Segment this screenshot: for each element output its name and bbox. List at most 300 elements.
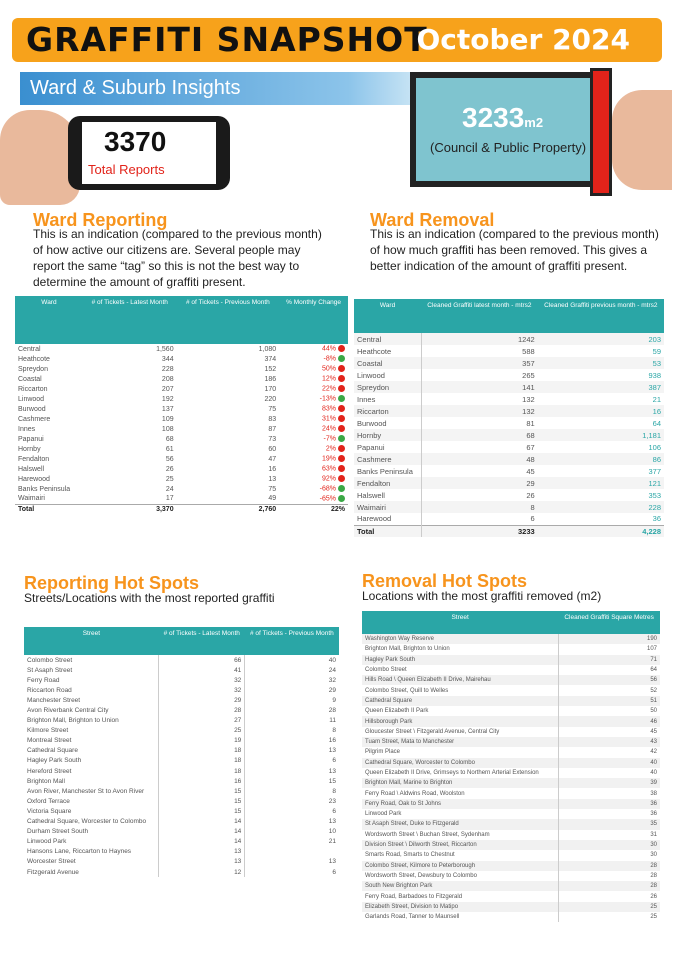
previous-tickets: 49 [268, 495, 277, 503]
table-row [362, 655, 660, 665]
street-name: Colombo Street [365, 667, 407, 674]
status-dot-icon [338, 435, 345, 442]
cleaned-latest: 81 [421, 417, 538, 429]
table-row [354, 477, 664, 489]
ward-name: Fendalton [354, 477, 421, 489]
area-label: (Council & Public Property) [430, 140, 587, 155]
table-row [362, 788, 660, 798]
previous-tickets: 1,080 [258, 345, 277, 353]
ward-name: Papanui [18, 435, 44, 443]
table-row [15, 454, 348, 464]
total-row [15, 504, 348, 514]
cleaned-square-metres: 38 [558, 788, 660, 798]
table-row [362, 727, 660, 737]
table-row [24, 726, 339, 736]
cleaned-square-metres: 56 [558, 675, 660, 685]
table-row [362, 706, 660, 716]
street-name: Elizabeth Street, Division to Matipo [362, 902, 558, 912]
status-dot-icon [338, 485, 345, 492]
ward-removal-table [354, 299, 664, 537]
total-latest: 3233 [421, 525, 538, 537]
cleaned-square-metres: 40 [558, 768, 660, 778]
latest-tickets: 1,560 [156, 345, 174, 353]
reporting-hotspots-table [24, 627, 339, 877]
latest-tickets: 41 [159, 665, 245, 675]
table-row [362, 768, 660, 778]
section-banner [20, 72, 430, 105]
monthly-change-value: 24% [321, 425, 336, 433]
previous-tickets: 21 [245, 837, 339, 847]
latest-tickets: 109 [161, 415, 174, 423]
ward-name: Halswell [18, 465, 45, 473]
table-row [362, 737, 660, 747]
table-row [362, 758, 660, 768]
table-row [24, 675, 339, 685]
ward-reporting-column-header: # of Tickets - Previous Month [177, 296, 280, 344]
ward-name: Spreydon [18, 365, 48, 373]
table-row [362, 861, 660, 871]
cleaned-previous: 59 [652, 346, 661, 356]
ward-removal-column-header: Cleaned Graffiti previous month - mtrs2 [538, 299, 664, 333]
cleaned-previous: 228 [538, 501, 664, 513]
monthly-change-value: -65% [319, 495, 336, 503]
street-name: Avon Riverbank Central City [27, 707, 109, 715]
monthly-change [279, 464, 348, 474]
ward-name: Banks Peninsula [357, 466, 413, 476]
monthly-change [279, 354, 348, 364]
latest-tickets: 14 [159, 837, 245, 847]
street-name: Ferry Road [27, 676, 60, 684]
cleaned-latest: 29 [421, 477, 538, 489]
street-name: Durham Street South [27, 828, 89, 836]
monthly-change [279, 404, 348, 414]
ward-reporting-column-header: Ward [15, 296, 83, 344]
table-row [15, 414, 348, 424]
previous-tickets: 40 [245, 655, 339, 665]
cleaned-latest: 6 [421, 513, 538, 525]
monthly-change-value: 2% [325, 445, 336, 453]
cleaned-previous: 377 [648, 466, 661, 476]
cleaned-previous: 353 [648, 490, 661, 500]
table-row [24, 857, 339, 867]
ward-name: Coastal [354, 357, 421, 369]
ward-name: Coastal [18, 375, 42, 383]
previous-tickets: 75 [268, 405, 277, 413]
cleaned-square-metres: 45 [558, 727, 660, 737]
latest-tickets: 14 [159, 817, 245, 827]
previous-tickets: 16 [245, 736, 339, 746]
status-dot-icon [338, 475, 345, 482]
cleaned-square-metres: 25 [558, 912, 660, 922]
street-name: Brighton Mall, Brighton to Union [27, 717, 119, 725]
street-name: South New Brighton Park [362, 881, 558, 891]
ward-name: Hornby [354, 429, 421, 441]
cleaned-square-metres: 28 [558, 881, 660, 891]
monthly-change-value: 83% [321, 405, 336, 413]
table-row [15, 434, 348, 444]
table-row [24, 817, 339, 827]
ward-name: Heathcote [18, 355, 50, 363]
table-row [362, 799, 660, 809]
street-name: Colombo Street [27, 656, 73, 664]
ward-name: Waimairi [18, 495, 45, 503]
ward-reporting-text: This is an indication (compared to the previous month) of how active our citizens are. Several people may report the same “tag” so this is not the best way to determine the amount of graffiti present. [33, 227, 322, 289]
previous-tickets: 32 [245, 675, 339, 685]
table-row [354, 381, 664, 393]
report-date: October 2024 [416, 23, 630, 56]
ward-name: Fendalton [18, 455, 50, 463]
latest-tickets: 68 [165, 435, 174, 443]
status-dot-icon [338, 385, 345, 392]
latest-tickets: 32 [159, 675, 245, 685]
previous-tickets: 11 [245, 716, 339, 726]
table-row [354, 417, 664, 429]
total-label: Total [354, 525, 421, 537]
previous-tickets: 73 [268, 435, 277, 443]
table-row [354, 489, 664, 501]
monthly-change-value: 22% [321, 385, 336, 393]
table-row [15, 464, 348, 474]
street-name: Hereford Street [27, 767, 72, 775]
cleaned-square-metres: 39 [558, 778, 660, 788]
monthly-change [279, 454, 348, 464]
table-row [362, 716, 660, 726]
table-row [362, 665, 660, 675]
cleaned-latest: 132 [421, 393, 538, 405]
table-row [24, 705, 339, 715]
cleaned-latest: 8 [421, 501, 538, 513]
table-row [354, 501, 664, 513]
ward-name: Riccarton [18, 385, 48, 393]
latest-tickets: 228 [161, 365, 174, 373]
previous-tickets: 220 [264, 395, 277, 403]
previous-tickets: 16 [268, 465, 277, 473]
cleaned-previous: 53 [538, 357, 664, 369]
table-row [362, 778, 660, 788]
street-name: Wordsworth Street, Dewsbury to Colombo [365, 872, 477, 879]
monthly-change-value: 19% [321, 455, 336, 463]
removal-hotspots-text: Locations with the most graffiti removed (m2) [362, 589, 602, 603]
monthly-change-value: 92% [321, 475, 336, 483]
cleaned-latest: 265 [421, 369, 538, 381]
table-row [362, 675, 660, 685]
street-name: Hagley Park South [27, 757, 82, 765]
previous-tickets: 8 [245, 786, 339, 796]
removal-hotspots-column-header: Street [362, 611, 558, 634]
cleaned-square-metres: 46 [558, 716, 660, 726]
ward-name: Linwood [18, 395, 45, 403]
status-dot-icon [338, 405, 345, 412]
latest-tickets: 25 [159, 726, 245, 736]
previous-tickets: 13 [245, 746, 339, 756]
table-row [15, 404, 348, 414]
cleaned-latest: 48 [421, 453, 538, 465]
ward-removal-column-header: Ward [354, 299, 421, 333]
cleaned-square-metres: 25 [558, 902, 660, 912]
cleaned-previous: 64 [652, 418, 661, 428]
table-row [362, 644, 660, 654]
cleaned-square-metres: 107 [558, 644, 660, 654]
table-row [24, 746, 339, 756]
table-row [24, 685, 339, 695]
ward-name: Spreydon [354, 381, 421, 393]
table-row [24, 776, 339, 786]
ward-name: Innes [18, 425, 36, 433]
table-row [15, 474, 348, 484]
monthly-change [279, 394, 348, 404]
table-row [354, 345, 664, 357]
table-row [362, 840, 660, 850]
previous-tickets: 10 [245, 827, 339, 837]
cleaned-square-metres: 28 [558, 871, 660, 881]
ward-name: Hornby [18, 445, 41, 453]
cleaned-square-metres: 36 [558, 799, 660, 809]
table-row [362, 902, 660, 912]
latest-tickets: 14 [159, 827, 245, 837]
cleaned-previous: 121 [538, 477, 664, 489]
cleaned-previous: 938 [648, 370, 661, 380]
latest-tickets: 12 [159, 867, 245, 877]
previous-tickets: 24 [245, 665, 339, 675]
latest-tickets: 29 [159, 695, 245, 705]
previous-tickets: 23 [245, 796, 339, 806]
table-row [24, 716, 339, 726]
table-row [24, 756, 339, 766]
previous-tickets: 29 [245, 685, 339, 695]
monthly-change [279, 474, 348, 484]
street-name: Queen Elizabeth II Park [365, 708, 429, 715]
table-row [354, 393, 664, 405]
street-name: Hillsborough Park [362, 716, 558, 726]
status-dot-icon [338, 455, 345, 462]
table-row [362, 891, 660, 901]
latest-tickets: 13 [159, 857, 245, 867]
latest-tickets: 56 [165, 455, 174, 463]
cleaned-square-metres: 43 [558, 737, 660, 747]
street-name: Brighton Mall, Marine to Brighton [362, 778, 558, 788]
street-name: Smarts Road, Smarts to Chestnut [365, 852, 455, 859]
table-row [15, 394, 348, 404]
street-name: Hagley Park South [362, 655, 558, 665]
street-name: Worcester Street [27, 858, 76, 866]
ward-removal-text: This is an indication (compared to the previous month) of how much graffiti has been removed. This gives a better indication of the amount of graffiti present. [370, 227, 659, 273]
table-row [24, 736, 339, 746]
table-row [24, 806, 339, 816]
table-row [362, 871, 660, 881]
ward-reporting-column-header: % Monthly Change [279, 296, 348, 344]
cleaned-square-metres: 40 [558, 758, 660, 768]
table-row [15, 424, 348, 434]
total-reports-label: Total Reports [88, 162, 165, 177]
cleaned-square-metres: 31 [558, 830, 660, 840]
latest-tickets: 15 [159, 806, 245, 816]
monthly-change [279, 374, 348, 384]
street-name: Victoria Square [27, 807, 72, 815]
area-value: 3233m2 [462, 102, 544, 133]
status-dot-icon [338, 375, 345, 382]
ward-reporting-column-header: # of Tickets - Latest Month [83, 296, 177, 344]
latest-tickets: 18 [159, 766, 245, 776]
street-name: Queen Elizabeth II Drive, Grimseys to Northern Arterial Extension [365, 770, 539, 776]
table-row [362, 850, 660, 860]
monthly-change [279, 424, 348, 434]
status-dot-icon [338, 345, 345, 352]
monthly-change-value: 12% [321, 375, 336, 383]
latest-tickets: 13 [159, 847, 245, 857]
table-row [362, 685, 660, 695]
street-name: Wordsworth Street \ Buchan Street, Sydenham [365, 831, 490, 838]
table-row [362, 634, 660, 644]
latest-tickets: 18 [159, 756, 245, 766]
total-previous: 4,228 [538, 525, 664, 537]
previous-tickets: 60 [268, 445, 277, 453]
monthly-change-value: -8% [323, 355, 336, 363]
latest-tickets: 19 [159, 736, 245, 746]
table-row [24, 837, 339, 847]
page-title: GRAFFITI SNAPSHOT [26, 20, 428, 59]
table-row [15, 384, 348, 394]
ward-name: Cashmere [354, 453, 421, 465]
table-row [354, 333, 664, 345]
monthly-change [279, 484, 348, 494]
status-dot-icon [338, 495, 345, 502]
table-row [362, 830, 660, 840]
table-row [24, 665, 339, 675]
street-name: Montreal Street [27, 737, 72, 745]
cleaned-square-metres: 71 [558, 655, 660, 665]
cleaned-previous: 1,181 [538, 429, 664, 441]
ward-reporting-table [15, 296, 348, 514]
ward-name: Central [18, 345, 41, 353]
latest-tickets: 24 [165, 485, 174, 493]
ward-name: Harewood [357, 514, 392, 524]
reporting-hotspots-column-header: # of Tickets - Latest Month [159, 627, 245, 655]
street-name: Division Street \ Dilworth Street, Riccarton [362, 840, 558, 850]
street-name: Kilmore Street [27, 727, 69, 735]
monthly-change-value: -13% [319, 395, 336, 403]
street-name: Pilgrim Place [365, 749, 401, 756]
ward-name: Halswell [357, 490, 385, 500]
previous-tickets: 87 [268, 425, 277, 433]
previous-tickets: 15 [245, 776, 339, 786]
cleaned-latest: 588 [421, 345, 538, 357]
reporting-hotspots-column-header: # of Tickets - Previous Month [245, 627, 339, 655]
latest-tickets: 137 [161, 405, 174, 413]
cleaned-latest: 67 [421, 441, 538, 453]
table-row [24, 766, 339, 776]
monthly-change [279, 384, 348, 394]
table-row [24, 847, 339, 857]
cleaned-previous: 21 [652, 394, 661, 404]
cleaned-square-metres: 51 [558, 696, 660, 706]
table-row [15, 364, 348, 374]
total-reports-value: 3370 [104, 126, 167, 157]
table-row [354, 369, 664, 381]
previous-tickets: 28 [245, 705, 339, 715]
ward-removal-column-header: Cleaned Graffiti latest month - mtrs2 [421, 299, 538, 333]
monthly-change-value: 44% [321, 345, 336, 353]
previous-tickets: 6 [245, 806, 339, 816]
street-name: Hills Road \ Queen Elizabeth II Drive, Mairehau [362, 675, 558, 685]
table-row [362, 881, 660, 891]
ward-name: Riccarton [354, 405, 421, 417]
previous-tickets: 152 [264, 365, 277, 373]
cleaned-previous: 203 [538, 333, 664, 345]
total-change: 22% [279, 504, 348, 514]
latest-tickets: 28 [159, 705, 245, 715]
latest-tickets: 192 [161, 395, 174, 403]
cleaned-previous: 36 [652, 514, 661, 524]
monthly-change-value: -68% [319, 485, 336, 493]
table-row [354, 441, 664, 453]
cleaned-square-metres: 36 [558, 809, 660, 819]
phone-illustration [68, 116, 230, 190]
status-dot-icon [338, 445, 345, 452]
reporting-hotspots-column-header: Street [24, 627, 159, 655]
cleaned-previous: 387 [538, 381, 664, 393]
cleaned-square-metres: 190 [558, 634, 660, 644]
section-banner-label: Ward & Suburb Insights [30, 77, 241, 99]
previous-tickets: 6 [245, 867, 339, 877]
status-dot-icon [338, 465, 345, 472]
ward-name: Burwood [18, 405, 46, 413]
latest-tickets: 27 [159, 716, 245, 726]
latest-tickets: 207 [161, 385, 174, 393]
hand-illustration-right [612, 90, 672, 190]
cleaned-square-metres: 64 [558, 665, 660, 675]
previous-tickets: 6 [245, 756, 339, 766]
table-row [15, 344, 348, 354]
cleaned-latest: 357 [421, 357, 538, 369]
total-previous: 2,760 [177, 504, 280, 514]
removal-hotspots-table [362, 611, 660, 922]
previous-tickets: 8 [245, 726, 339, 736]
table-row [354, 429, 664, 441]
removal-hotspots-column-header: Cleaned Graffiti Square Metres [558, 611, 660, 634]
latest-tickets: 18 [159, 746, 245, 756]
cleaned-square-metres: 30 [558, 840, 660, 850]
table-row [15, 494, 348, 504]
street-name: Ferry Road \ Aldwins Road, Woolston [365, 790, 465, 797]
ward-removal-heading: Ward Removal [370, 210, 495, 230]
total-label: Total [15, 504, 83, 514]
table-row [362, 819, 660, 829]
latest-tickets: 32 [159, 685, 245, 695]
cleaned-previous: 16 [538, 405, 664, 417]
street-name: Oxford Terrace [27, 797, 70, 805]
table-row [24, 827, 339, 837]
street-name: Tuam Street, Mata to Manchester [362, 737, 558, 747]
table-row [24, 695, 339, 705]
latest-tickets: 16 [159, 776, 245, 786]
table-row [24, 867, 339, 877]
monthly-change-value: 50% [321, 365, 336, 373]
cleaned-latest: 68 [421, 429, 538, 441]
table-row [15, 354, 348, 364]
cleaned-latest: 26 [421, 489, 538, 501]
cleaned-square-metres: 35 [558, 819, 660, 829]
phone-screen [82, 122, 216, 184]
previous-tickets: 170 [264, 385, 277, 393]
street-name: Brighton Mall, Brighton to Union [365, 646, 450, 653]
previous-tickets: 9 [245, 695, 339, 705]
table-row [362, 809, 660, 819]
monthly-change [279, 494, 348, 504]
street-name: Cathedral Square, Worcester to Colombo [27, 818, 147, 826]
table-row [362, 696, 660, 706]
table-row [354, 453, 664, 465]
monthly-change [279, 344, 348, 354]
